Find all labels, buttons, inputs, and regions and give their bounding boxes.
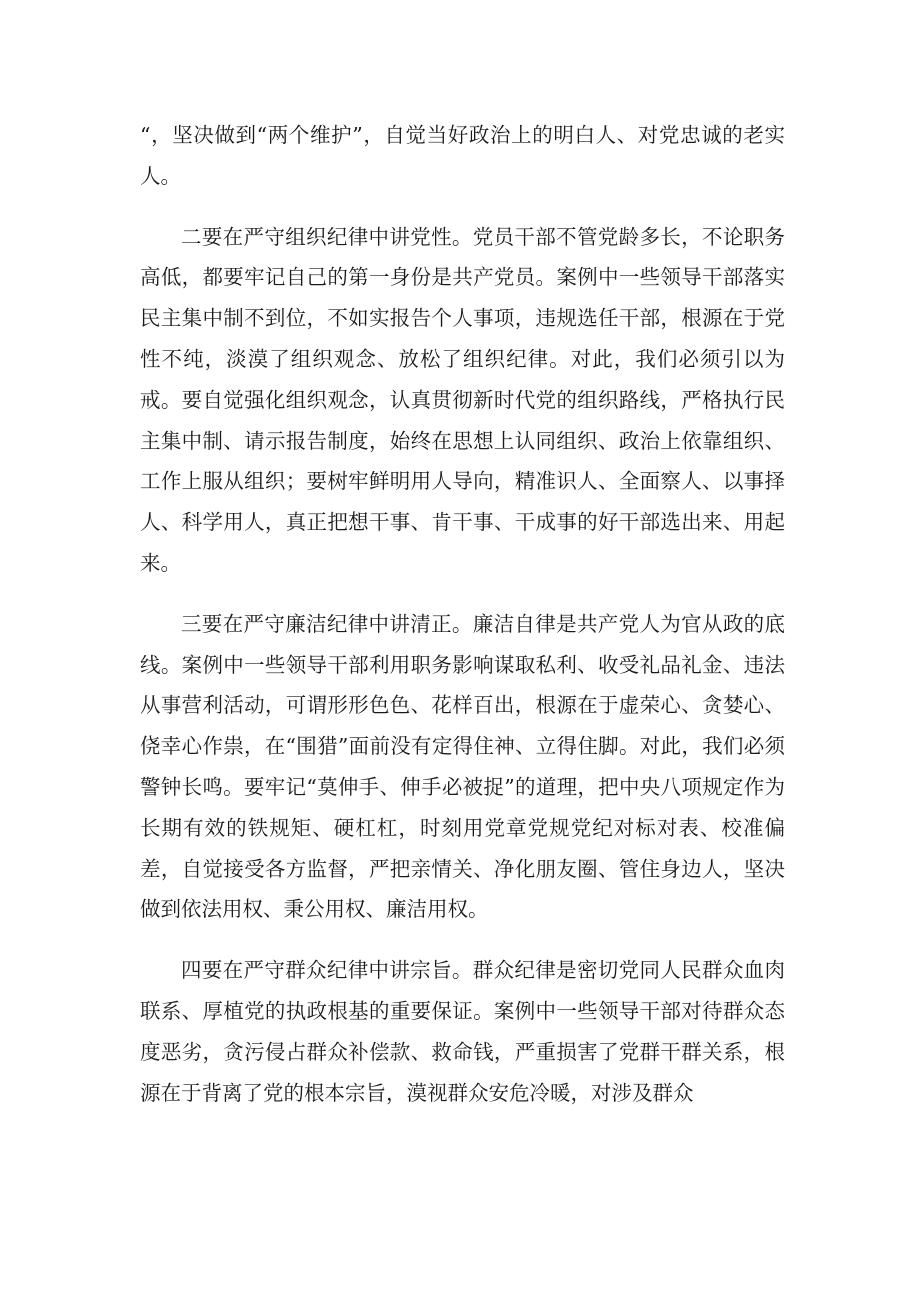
paragraph-integrity-discipline: 三要在严守廉洁纪律中讲清正。廉洁自律是共产党人为官从政的底线。案例中一些领导干部利用职务影响谋取私利、收受礼品礼金、违法从事营利活动，可谓形形色色、花样百出，根源在于虚荣心、贪婪心、侥幸心作祟，在“围猎”面前没有定得住神、立得住脚。对此，我们必须警钟长鸣。要牢记“莫伸手、伸手必被捉”的道理，把中央八项规定作为长期有效的铁规矩、硬杠杠，时刻用党章党规党纪对标对表、校准偏差，自觉接受各方监督，严把亲情关、净化朋友圈、管住身边人，坚决做到依法用权、秉公用权、廉洁用权。 — [140, 611, 785, 922]
paragraph-organizational-discipline: 二要在严守组织纪律中讲党性。党员干部不管党龄多长，不论职务高低，都要牢记自己的第一身份是共产党员。案例中一些领导干部落实民主集中制不到位，不如实报告个人事项，违规选任干部，根源在于党性不纯，淡漠了组织观念、放松了组织纪律。对此，我们必须引以为戒。要自觉强化组织观念，认真贯彻新时代党的组织路线，严格执行民主集中制、请示报告制度，始终在思想上认同组织、政治上依靠组织、工作上服从组织；要树牢鲜明用人导向，精准识人、全面察人、以事择人、科学用人，真正把想干事、肯干事、干成事的好干部选出来、用起来。 — [140, 224, 785, 575]
paragraph-continuation: “，坚决做到“两个维护”，自觉当好政治上的明白人、对党忠诚的老实人。 — [140, 123, 785, 188]
document-body — [140, 115, 785, 1113]
paragraph-mass-discipline: 四要在严守群众纪律中讲宗旨。群众纪律是密切党同人民群众血肉联系、厚植党的执政根基的重要保证。案例中一些领导干部对待群众态度恶劣，贪污侵占群众补偿款、救命钱，严重损害了党群干群关系，根源在于背离了党的根本宗旨，漠视群众安危冷暖，对涉及群众 — [140, 958, 785, 1105]
